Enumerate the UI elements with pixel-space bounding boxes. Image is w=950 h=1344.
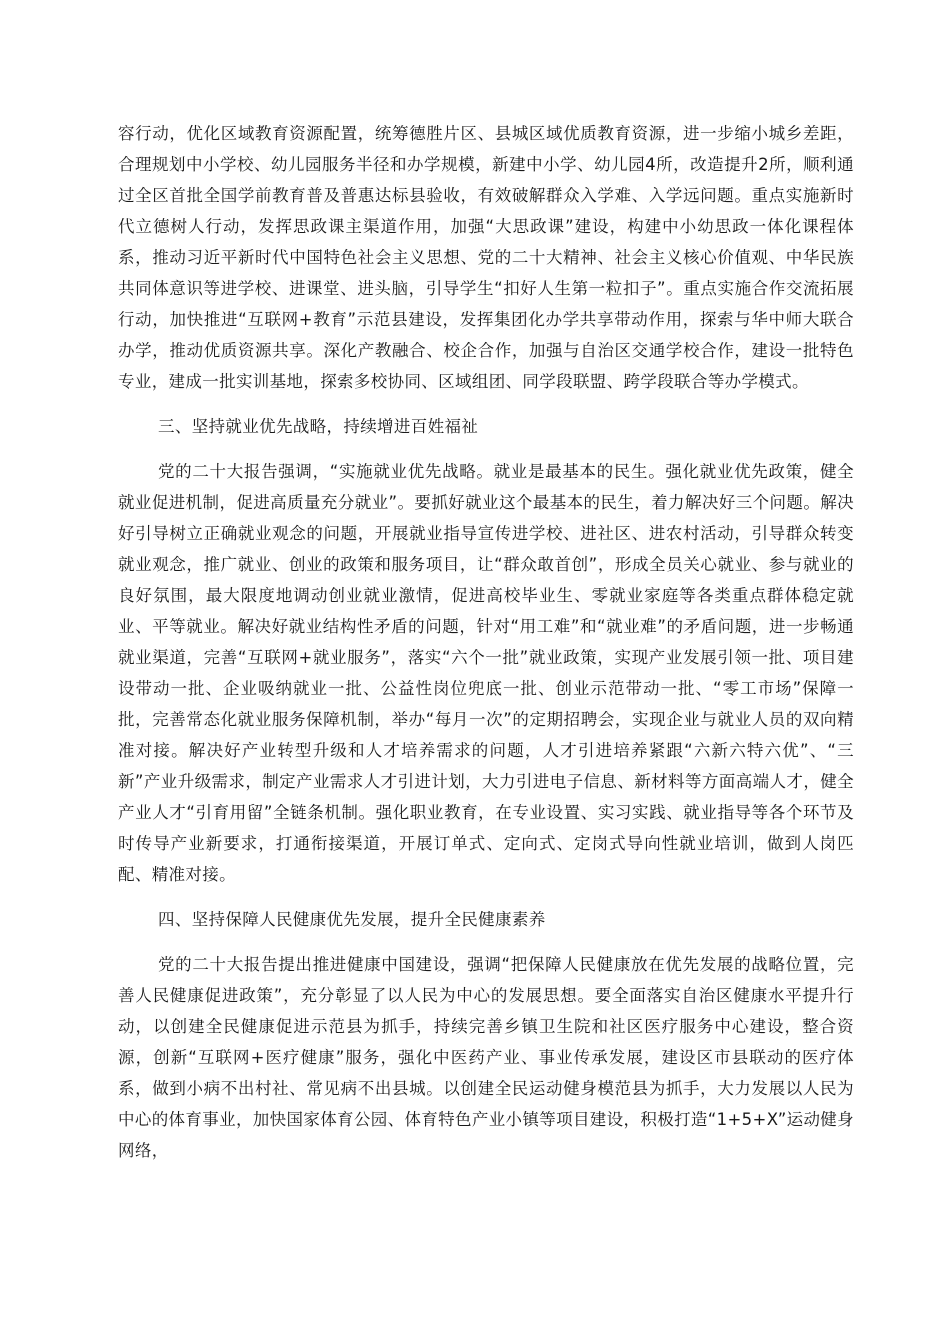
paragraph-education-continued: 容行动，优化区域教育资源配置，统筹德胜片区、县城区域优质教育资源，进一步缩小城乡差距，合理规划中小学校、幼儿园服务半径和办学规模，新建中小学、幼儿园4所，改造提升2所，顺利通过全区首批全国学前教育普及普惠达标县验收，有效破解群众入学难、入学远问题。重点实施新时代立德树人行动，发挥思政课主渠道作用，加强“大思政课”建设，构建中小幼思政一体化课程体系，推动习近平新时代中国特色社会主义思想、党的二十大精神、社会主义核心价值观、中华民族共同体意识等进学校、进课堂、进头脑，引导学生“扣好人生第一粒扣子”。重点实施合作交流拓展行动，加快推进“互联网+教育”示范县建设，发挥集团化办学共享带动作用，探索与华中师大联合办学，推动优质资源共享。深化产教融合、校企合作，加强与自治区交通学校合作，建设一批特色专业，建成一批实训基地，探索多校协同、区域组团、同学段联盟、跨学段联合等办学模式。 [118, 124, 854, 391]
paragraph-employment: 党的二十大报告强调，“实施就业优先战略。就业是最基本的民生。强化就业优先政策，健全就业促进机制，促进高质量充分就业”。要抓好就业这个最基本的民生，着力解决好三个问题。解决好引导树立正确就业观念的问题，开展就业指导宣传进学校、进社区、进农村活动，引导群众转变就业观念，推广就业、创业的政策和服务项目，让“群众敢首创”，形成全员关心就业、参与就业的良好氛围，最大限度地调动创业就业激情，促进高校毕业生、零就业家庭等各类重点群体稳定就业、平等就业。解决好就业结构性矛盾的问题，针对“用工难”和“就业难”的矛盾问题，进一步畅通就业渠道，完善“互联网+就业服务”，落实“六个一批”就业政策，实现产业发展引领一批、项目建设带动一批、企业吸纳就业一批、公益性岗位兜底一批、创业示范带动一批、“零工市场”保障一批，完善常态化就业服务保障机制，举办“每月一次”的定期招聘会，实现企业与就业人员的双向精准对接。解决好产业转型升级和人才培养需求的问题，人才引进培养紧跟“六新六特六优”、“三新”产业升级需求，制定产业需求人才引进计划，大力引进电子信息、新材料等方面高端人才，健全产业人才“引育用留”全链条机制。强化职业教育，在专业设置、实习实践、就业指导等各个环节及时传导产业新要求，打通衔接渠道，开展订单式、定向式、定岗式导向性就业培训，做到人岗匹配、精准对接。 [118, 462, 854, 884]
document-page [118, 118, 854, 1166]
section-heading-health: 四、坚持保障人民健康优先发展，提升全民健康素养 [158, 910, 546, 929]
section-heading-employment: 三、坚持就业优先战略，持续增进百姓福祉 [158, 417, 479, 436]
paragraph-health: 党的二十大报告提出推进健康中国建设，强调“把保障人民健康放在优先发展的战略位置，完善人民健康促进政策”，充分彰显了以人民为中心的发展思想。要全面落实自治区健康水平提升行动，以创建全民健康促进示范县为抓手，持续完善乡镇卫生院和社区医疗服务中心建设，整合资源，创新“互联网+医疗健康”服务，强化中医药产业、事业传承发展，建设区市县联动的医疗体系，做到小病不出村社、常见病不出县城。以创建全民运动健身模范县为抓手，大力发展以人民为中心的体育事业，加快国家体育公园、体育特色产业小镇等项目建设，积极打造“1+5+X”运动健身网络， [118, 955, 854, 1160]
